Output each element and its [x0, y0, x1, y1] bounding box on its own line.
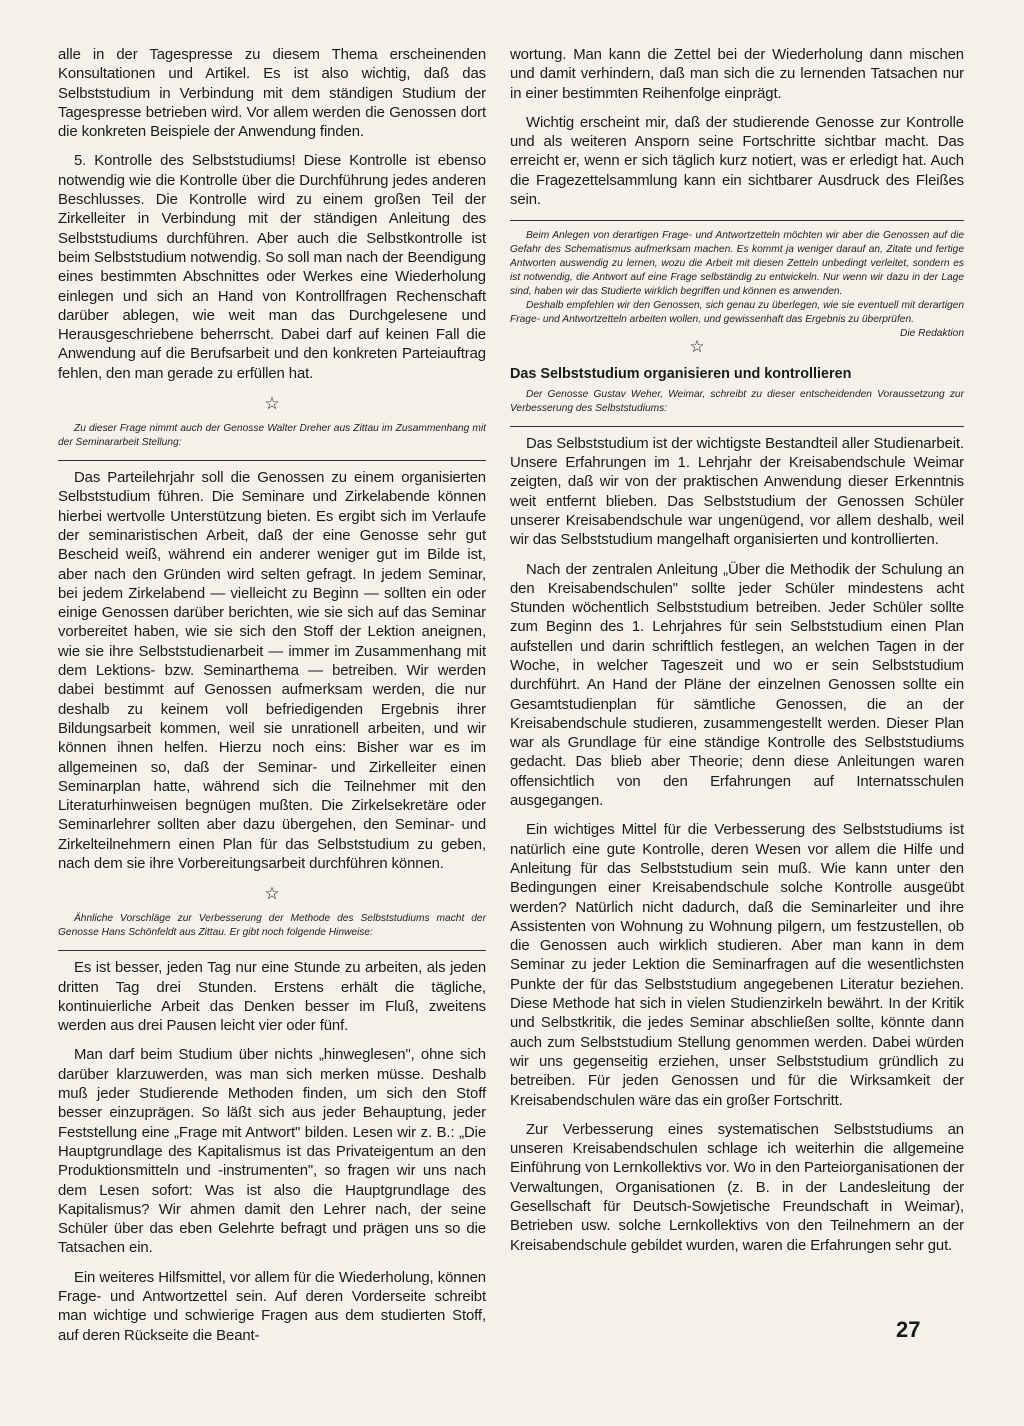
paragraph: Ein wichtiges Mittel für die Verbesserung des Selbststudiums ist natürlich eine gute Kontrolle, deren Wesen vor allem die Hilfe und Anleitung für das Selbststudium sein muß. Wie kann unter den Bedingungen einer Kreisabendschule solche Kontrolle ausgeübt werden? Natürlich nicht dadurch, daß die Seminarleiter und ihre Assistenten von Wohnung zu Wohnung pilgern, um festzustellen, ob die Genossen auch wirklich studieren. Aber man kann in dem Seminar zu jeder Lektion die Seminarfragen auf die wesentlichsten Punkte der für das Selbststudium angegebenen Literatur beziehen. Diese Methode hat sich in vielen Studienzirkeln bewährt. In der Kritik und Selbstkritik, die jedes Seminar abschließen sollte, könnte dann auch zum Selbststudium Stellung genommen werden. Dabei würden wir uns gegenseitig erziehen, unser Selbststudium gründlich zu betreiben. Für jeden Genossen und für die Wirksamkeit der Kreisabendschulen wäre das ein großer Fortschritt. [510, 822, 964, 1109]
paragraph: Das Parteilehrjahr soll die Genossen zu einem organisierten Selbststudium führen. Die Seminare und Zirkelabende können hierbei wertvolle Unterstützung bieten. Es ergibt sich im Verlaufe der seminaristischen Arbeit, daß der eine Genosse sehr gut Bescheid weiß, während ein anderer weniger gut im Bilde ist, aber nach den Gründen wird selten gefragt. In jedem Seminar, bei jedem Zirkelabend — vielleicht zu Beginn — sollten ein oder einige Genossen darüber berichten, wie sie sich auf das Seminar vorbereitet haben, wie sie sich den Stoff der Lektion aneignen, wie sie ihre Selbststudienarbeit — immer im Zusammenhang mit dem Lektions- bzw. Seminarthema — betreiben. Wir werden dabei bestimmt auf Genossen aufmerksam werden, die nur deshalb zu keinem voll befriedigenden Ergebnis ihrer Bildungsarbeit kommen, weil sie unrationell arbeiten, und wir können ihnen helfen. Hierzu noch eins: Bisher war es im allgemeinen so, daß der Seminar- und Zirkelleiter einen Seminarplan hatte, während sich die Teilnehmer mit den Literaturhinweisen begnügen mußten. Die Zirkelsekretäre oder Seminarlehrer sollten aber dazu übergehen, den Seminar- und Zirkelteilnehmern einen Plan für das Selbststudium zu geben, nach dem sie ihre Vorbereitungsarbeit durchführen können. [58, 470, 486, 872]
editorial-note-text [510, 299, 964, 339]
divider [58, 950, 486, 951]
paragraph: Wichtig erscheint mir, daß der studierende Genosse zur Kontrolle und als weiteren Ansporn seine Fortschritte sichtbar macht. Das erreicht er, wenn er sich täglich kurz notiert, was er erledigt hat. Auch die Fragezettelsammlung kann ein sichtbarer Ausdruck des Fleißes sein. [510, 114, 964, 209]
paragraph: 5. Kontrolle des Selbststudiums! Diese Kontrolle ist ebenso notwendig wie die Kontrolle über die Durchführung jedes anderen Beschlusses. Die Kontrolle wird zu einem großen Teil der Zirkelleiter in Verbindung mit der ständigen Anleitung des Selbststudiums durchführen. Aber auch die Selbstkontrolle ist beim Selbststudium notwendig. So soll man nach der Beendigung eines bestimmten Abschnittes oder Werkes eine Wiederholung einlegen und sich an Hand von Kontrollfragen Rechenschaft darüber ablegen, wie weit man das Durchgelesene und Herausgeschriebene beherrscht. Dabei darf auf keinen Fall die Anwendung auf die Berufsarbeit und den konkreten Parteiauftrag fehlen, den man gerade zu erfüllen hat. [58, 153, 486, 382]
editorial-note [510, 229, 964, 339]
right-column [510, 46, 964, 1266]
editorial-signature: Die Redaktion [900, 327, 964, 339]
paragraph: Das Selbststudium ist der wichtigste Bestandteil aller Studienarbeit. Unsere Erfahrungen im 1. Lehrjahr der Kreisabendschule Weimar zeigten, daß wir von der praktischen Anwendung dieser Erkenntnis weit entfernt blieben. Das Selbststudium der Genossen Schüler unserer Kreisabendschule war ungenügend, vor allem deshalb, weil wir das Selbststudium mangelhaft organisierten und kontrollierten. [510, 435, 964, 549]
paragraph: Man darf beim Studium über nichts „hinweglesen", ohne sich darüber klarzuwerden, was man sich merken müsse. Deshalb muß jeder Studierende Methoden finden, um sich den Stoff besser einzuprägen. So läßt sich aus jeder Behauptung, jeder Feststellung eine „Frage mit Antwort" bilden. Lesen wir z. B.: „Die Hauptgrundlage des Kapitalismus ist das Privateigentum an den Produktionsmitteln und -instrumenten", so fragen wir uns nach dem Lesen sofort: Was ist also die Hauptgrundlage des Kapitalismus? Wir ahmen damit den Lehrer nach, der seine Schüler über das eben Gelehrte befragt und prägen uns so die Tatsachen ein. [58, 1047, 486, 1257]
paragraph: Nach der zentralen Anleitung „Über die Methodik der Schulung an den Kreisabendschulen" sollte jeder Schüler mindestens acht Stunden wöchentlich Selbststudium betreiben. Jeder Schüler sollte zum Beginn des 1. Lehrjahres für sein Selbststudium einen Plan aufstellen und darin schriftlich festlegen, an welchen Tagen in der Woche, in welcher Tageszeit und wo er sein Selbststudium durchführt. An Hand der Pläne der einzelnen Genossen sollte ein Gesamtstudienplan für sämtliche Genossen, die an der Kreisabendschule studieren, zusammengestellt werden. Dieser Plan war als Grundlage für eine ständige Kontrolle des Selbststudiums gedacht. Das blieb aber Theorie; denn diese Anleitungen waren offensichtlich von den Erfahrungen auf Internatsschulen ausgegangen. [510, 561, 964, 810]
paragraph: alle in der Tagespresse zu diesem Thema erscheinenden Konsultationen und Artikel. Es ist also wichtig, daß das Selbststudium in Verbindung mit dem ständigen Studium der Tagespresse betrieben wird. Vor allem werden die Genossen dort die konkreten Beispiele der Anwendung finden. [58, 47, 486, 141]
paragraph: Zur Verbesserung eines systematischen Selbststudiums an unseren Kreisabendschulen schlage ich weiterhin die allgemeine Einführung von Lernkollektivs vor. Wo in den Parteiorganisationen der Verwaltungen, Organisationen (z. B. in der Landesleitung der Gesellschaft für Deutsch-Sowjetische Freundschaft in Weimar), Betrieben usw. solche Lernkollektivs von den Teilnehmern an der Kreisabendschule gebildet wurden, waren die Erfahrungen sehr gut. [510, 1121, 964, 1254]
paragraph: Ein weiteres Hilfsmittel, vor allem für die Wiederholung, können Frage- und Antwortzettel sein. Auf deren Vorderseite schreibt man wichtige und schwierige Fragen aus dem studierten Stoff, auf deren Rückseite die Beant- [58, 1269, 486, 1344]
star-separator-icon: ☆ [689, 336, 705, 356]
page-number: 27 [896, 1317, 921, 1342]
editorial-note-text-2: Deshalb empfehlen wir den Genossen, sich genau zu überlegen, wie sie eventuell mit derartigen Frage- und Antwortzetteln arbeiten wollen, und gewissenhaft das Ergebnis zu überprüfen. [510, 299, 964, 325]
section-heading: Das Selbststudium organisieren und kontrollieren [510, 365, 852, 382]
left-column [58, 46, 486, 1356]
star-separator-icon: ☆ [264, 884, 280, 904]
divider [58, 460, 486, 461]
divider [510, 426, 964, 427]
contributor-intro: Zu dieser Frage nimmt auch der Genosse Walter Dreher aus Zittau im Zusammenhang mit der Seminararbeit Stellung: [58, 423, 486, 449]
editorial-note-text: Beim Anlegen von derartigen Frage- und Antwortzetteln möchten wir aber die Genossen auf die Gefahr des Schematismus aufmerksam machen. Es kommt ja weniger darauf an, Zitate und fertige Antworten auswendig zu lernen, wozu die Arbeit mit diesen Zetteln unbedingt verleitet, sondern es ist notwendig, die Antwort auf eine Frage selbständig zu entwickeln. Nur wenn wir dazu in der Lage sind, haben wir das Studierte wirklich begriffen und können es anwenden. [510, 230, 964, 297]
contributor-intro: Der Genosse Gustav Weher, Weimar, schreibt zu dieser entscheidenden Voraussetzung zur Verbesserung des Selbststudiums: [510, 388, 964, 414]
paragraph: Es ist besser, jeden Tag nur eine Stunde zu arbeiten, als jeden dritten Tag drei Stunden. Erstens erhält die tägliche, kontinuierliche Arbeit das Denken besser im Fluß, zweitens werden aus drei Pausen leicht vier oder fünf. [58, 960, 486, 1035]
contributor-intro: Ähnliche Vorschläge zur Verbesserung der Methode des Selbststudiums macht der Genosse Hans Schönfeldt aus Zittau. Er gibt noch folgende Hinweise: [58, 913, 486, 939]
star-separator-icon: ☆ [264, 394, 280, 414]
divider [510, 220, 964, 221]
paragraph: wortung. Man kann die Zettel bei der Wiederholung dann mischen und damit verhindern, daß man sich die zu lernenden Tatsachen nur in einer bestimmten Reihenfolge einprägt. [510, 47, 964, 102]
